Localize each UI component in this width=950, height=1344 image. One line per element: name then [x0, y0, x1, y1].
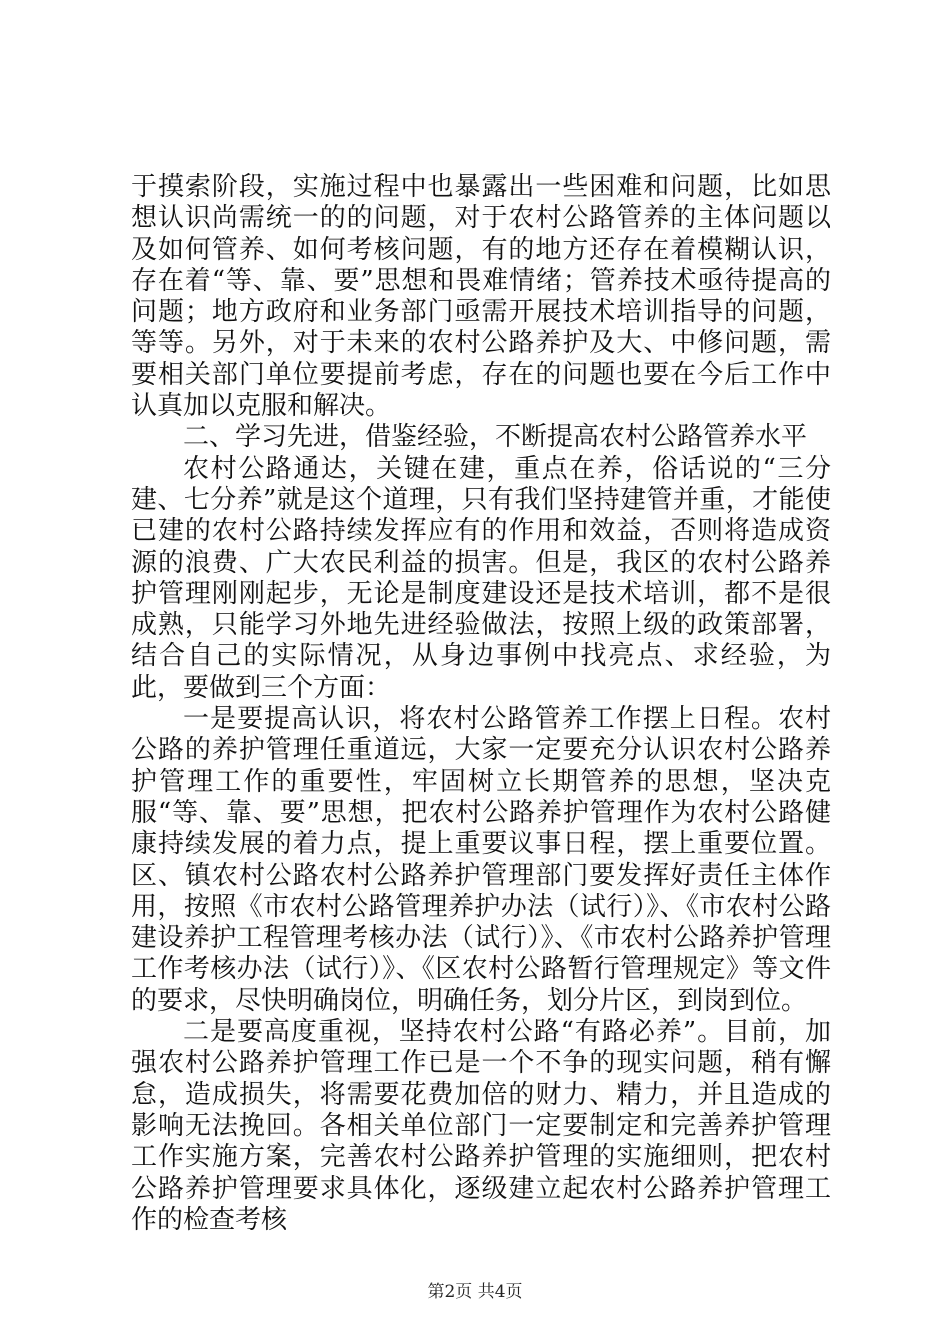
- paragraph-point-one: 一是要提高认识，将农村公路管养工作摆上日程。农村公路的养护管理任重道远，大家一定要充分认识农村公路养护管理工作的重要性，牢固树立长期管养的思想，坚决克服“等、靠、要”思想，把农村公路养护管理作为农村公路健康持续发展的着力点，提上重要议事日程，摆上重要位置。区、镇农村公路农村公路养护管理部门要发挥好责任主体作用，按照《市农村公路管理养护办法（试行）》、《市农村公路建设养护工程管理考核办法（试行）》、《市农村公路养护管理工作考核办法（试行）》、《区农村公路暂行管理规定》等文件的要求，尽快明确岗位，明确任务，划分片区，到岗到位。: [131, 704, 831, 1016]
- document-body: [131, 172, 831, 1236]
- section-heading: 二、学习先进，借鉴经验，不断提高农村公路管养水平: [183, 422, 808, 453]
- paragraph-intro: 农村公路通达，关键在建，重点在养，俗话说的“三分建、七分养”就是这个道理，只有我们坚持建管并重，才能使已建的农村公路持续发挥应有的作用和效益，否则将造成资源的浪费、广大农民利益的损害。但是，我区的农村公路养护管理刚刚起步，无论是制度建设还是技术培训，都不是很成熟，只能学习外地先进经验做法，按照上级的政策部署，结合自己的实际情况，从身边事例中找亮点、求经验，为此，要做到三个方面：: [131, 453, 831, 703]
- paragraph-point-two: 二是要高度重视，坚持农村公路“有路必养”。目前，加强农村公路养护管理工作已是一个不争的现实问题，稍有懈怠，造成损失，将需要花费加倍的财力、精力，并且造成的影响无法挽回。各相关单位部门一定要制定和完善养护管理工作实施方案，完善农村公路养护管理的实施细则，把农村公路养护管理要求具体化，逐级建立起农村公路养护管理工作的检查考核: [131, 1017, 831, 1235]
- page-number-footer: 第2页 共4页: [427, 1282, 523, 1302]
- paragraph-continuation: 于摸索阶段，实施过程中也暴露出一些困难和问题，比如思想认识尚需统一的的问题，对于农村公路管养的主体问题以及如何管养、如何考核问题，有的地方还存在着模糊认识，存在着“等、靠、要”思想和畏难情绪；管养技术亟待提高的问题；地方政府和业务部门亟需开展技术培训指导的问题，等等。另外，对于未来的农村公路养护及大、中修问题，需要相关部门单位要提前考虑，存在的问题也要在今后工作中认真加以克服和解决。: [131, 172, 831, 422]
